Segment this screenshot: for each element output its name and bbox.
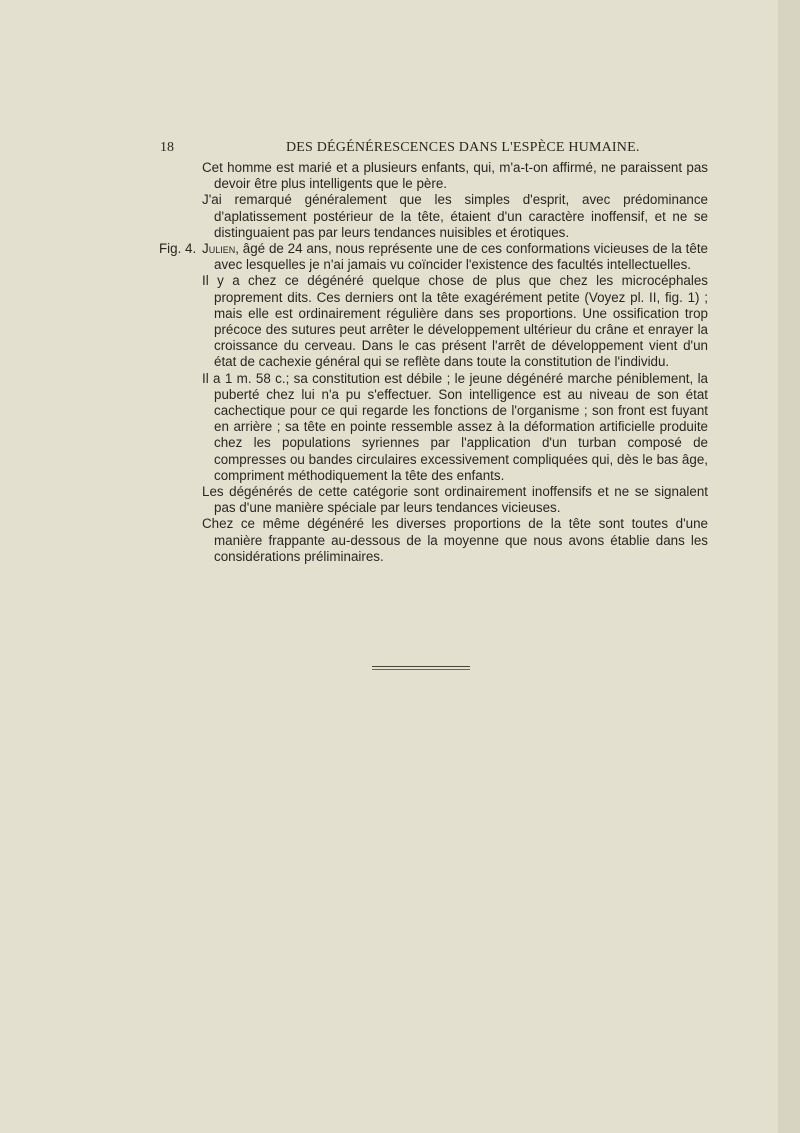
paragraph: Les dégénérés de cette catégorie sont ordinairement inoffensifs et ne se signalent pas d'une manière spéciale par leurs tendances vicieuses. — [202, 484, 708, 516]
section-divider — [372, 666, 470, 667]
paragraph: Il y a chez ce dégénéré quelque chose de plus que chez les microcéphales proprement dits. Ces derniers ont la tête exagérément petite (Voyez pl. II, fig. 1) ; mais elle est ordinairement régulière dans ses proportions. Une ossification trop précoce des sutures peut arrêter le développement ultérieur du crâne et enrayer la croissance du cerveau. Dans le cas présent l'arrêt de développement vient d'un état de cachexie général qui se reflète dans toute la constitution de l'individu. — [202, 273, 708, 370]
page-header — [160, 140, 730, 162]
paragraph: J'ai remarqué généralement que les simples d'esprit, avec prédominance d'aplatissement postérieur de la tête, étaient d'un caractère inoffensif, et ne se distinguaient pas par leurs tendances nuisibles et érotiques. — [202, 192, 708, 240]
running-head: DES DÉGÉNÉRESCENCES DANS L'ESPÈCE HUMAINE. — [286, 140, 640, 155]
paragraph: Il a 1 m. 58 c.; sa constitution est débile ; le jeune dégénéré marche péniblement, la puberté chez lui n'a pu s'effectuer. Son intelligence est au niveau de son état cachectique pour ce qui regarde les fonctions de l'organisme ; son front est fuyant en arrière ; sa tête en pointe ressemble assez à la déformation artificielle produite chez les populations syriennes par l'application d'un turban composé de compresses ou bandes circulaires excessivement compliquées qui, dès le bas âge, compriment méthodiquement la tête des enfants. — [202, 370, 708, 483]
section-divider-thin — [372, 669, 470, 670]
page-edge — [778, 0, 800, 1133]
figure-reference: Fig. 4. — [159, 241, 197, 257]
paragraph-fig-4: Fig. 4. Julien, âgé de 24 ans, nous représente une de ces conformations vicieuses de la tête avec lesquelles je n'ai jamais vu coïncider l'existence des facultés intellectuelles. — [159, 241, 708, 273]
body-text — [159, 160, 708, 565]
patient-name: Julien, — [202, 241, 239, 257]
paragraph: Chez ce même dégénéré les diverses proportions de la tête sont toutes d'une manière frappante au-dessous de la moyenne que nous avons établie dans les considérations préliminaires. — [202, 516, 708, 564]
page-number: 18 — [160, 140, 174, 155]
paragraph: Cet homme est marié et a plusieurs enfants, qui, m'a-t-on affirmé, ne paraissent pas devoir être plus intelligents que le père. — [202, 160, 708, 192]
